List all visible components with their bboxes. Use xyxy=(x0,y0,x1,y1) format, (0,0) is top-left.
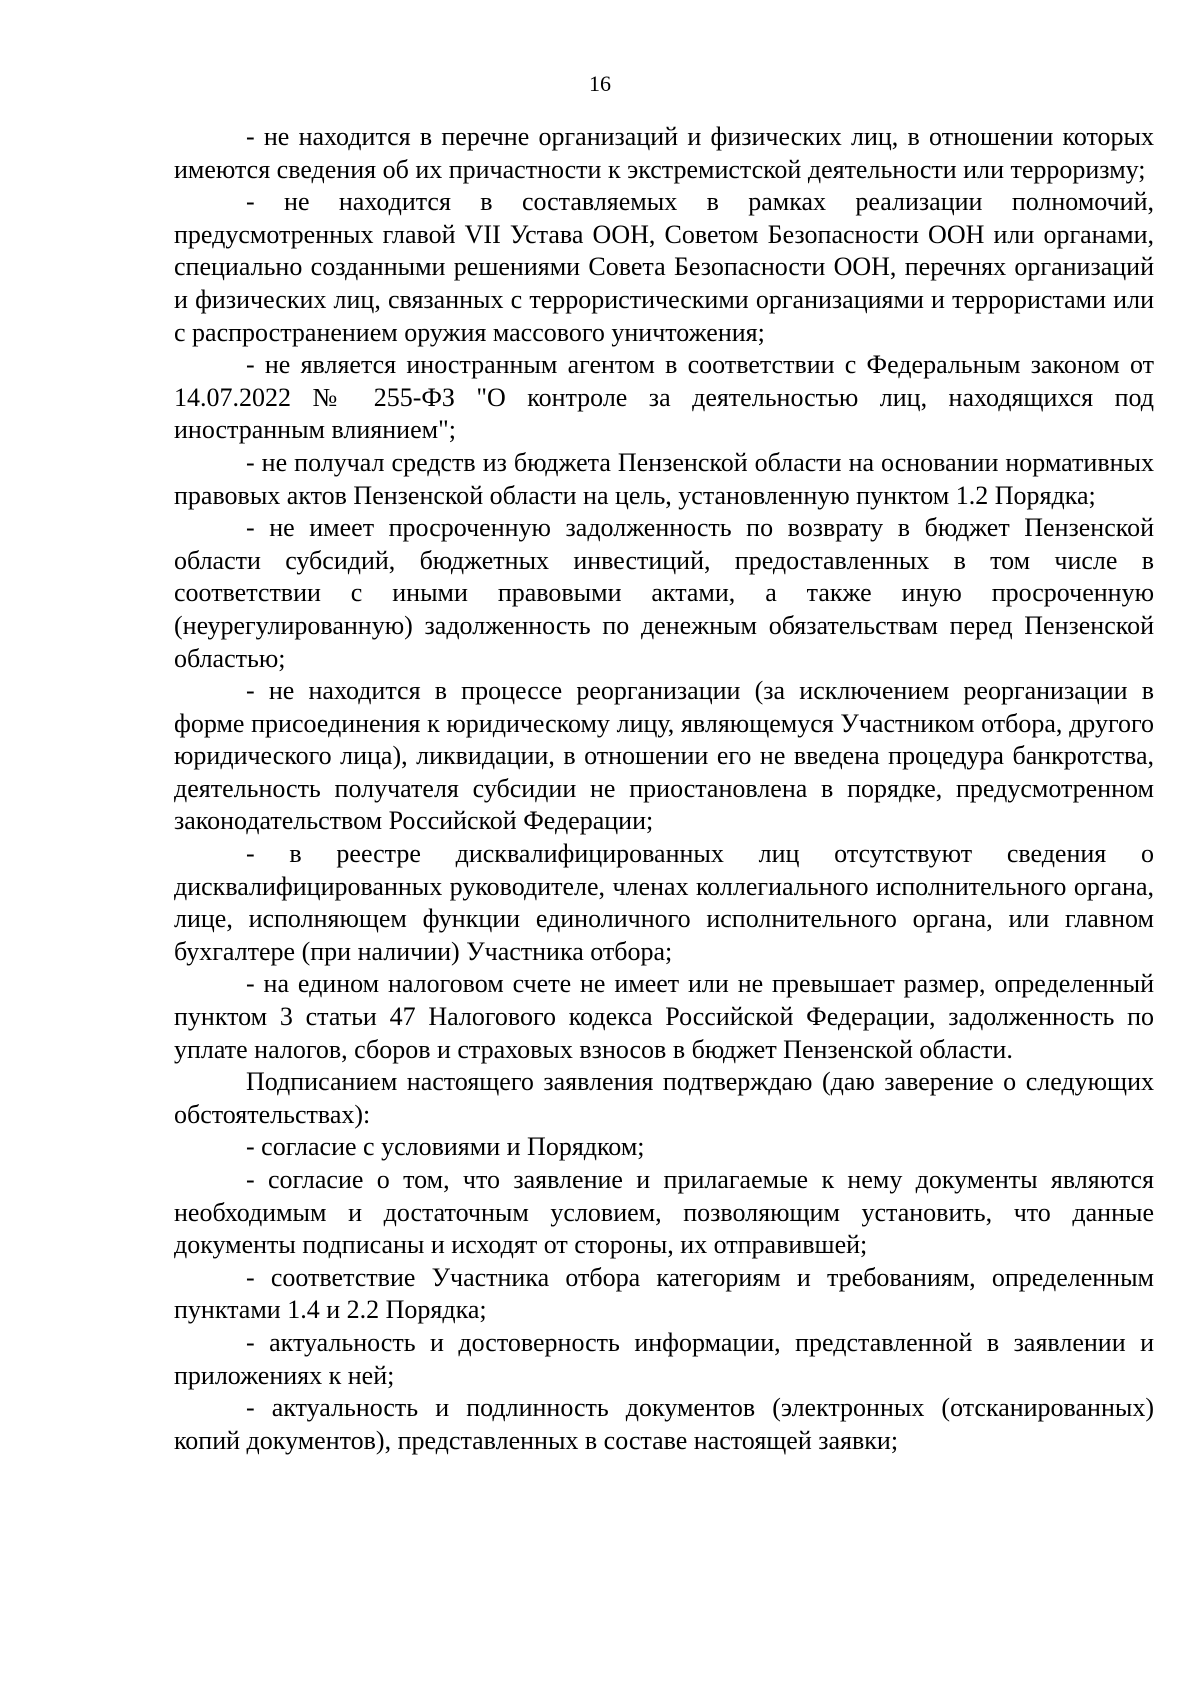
paragraph-not-in-un-lists: - не находится в составляемых в рамках реализации полномочий, предусмотренных главой VII Устава ООН, Советом Безопасности ООН или органами, специально созданными решениями Совета Безопасности ООН, перечнях организаций и физических лиц, связанных с террористическими организациями и террористами или с распространением оружия массового уничтожения; xyxy=(174,187,1154,347)
paragraph-documents-authenticity: - актуальность и подлинность документов (электронных (отсканированных) копий документов), представленных в составе настоящей заявки; xyxy=(174,1393,1154,1455)
paragraph-category-compliance: - соответствие Участника отбора категориям и требованиям, определенным пунктами 1.4 и 2.2 Порядка; xyxy=(174,1262,1154,1325)
paragraph-no-reorganization: - не находится в процессе реорганизации (за исключением реорганизации в форме присоединения к юридическому лицу, являющемуся Участником отбора, другого юридического лица), ликвидации, в отношении его не введена процедура банкротства, деятельность получателя субсидии не приостановлена в порядке, предусмотренном законодательством Российской Федерации; xyxy=(174,676,1154,836)
paragraph-not-in-extremism-list: - не находится в перечне организаций и физических лиц, в отношении которых имеются сведения об их причастности к экстремистской деятельности или терроризму; xyxy=(174,122,1154,184)
paragraph-no-overdue-debt: - не имеет просроченную задолженность по возврату в бюджет Пензенской области субсидий, бюджетных инвестиций, предоставленных в том числе в соответствии с иными правовыми актами, а также иную просроченную (неурегулированную) задолженность по денежным обязательствам перед Пензенской областью; xyxy=(174,513,1154,673)
paragraph-agreement-conditions: - согласие с условиями и Порядком; xyxy=(246,1132,645,1162)
page-number: 16 xyxy=(589,71,611,96)
paragraph-agreement-documents: - согласие о том, что заявление и прилагаемые к нему документы являются необходимым и достаточным условием, позволяющим установить, что данные документы подписаны и исходят от стороны, их отправившей; xyxy=(174,1165,1154,1260)
page-number-row xyxy=(0,71,1200,97)
paragraph-no-disqualified-persons: - в реестре дисквалифицированных лиц отсутствуют сведения о дисквалифицированных руководителе, членах коллегиального исполнительного органа, лице, исполняющем функции единоличного исполнительного органа, или главном бухгалтере (при наличии) Участника отбора; xyxy=(174,839,1154,966)
paragraph-information-accuracy: - актуальность и достоверность информации, представленной в заявлении и приложениях к ней; xyxy=(174,1327,1154,1390)
paragraph-not-foreign-agent: - не является иностранным агентом в соответствии с Федеральным законом от 14.07.2022 № 255-ФЗ "О контроле за деятельностью лиц, находящихся под иностранным влиянием"; xyxy=(174,350,1154,445)
paragraph-tax-debt: - на едином налоговом счете не имеет или не превышает размер, определенный пунктом 3 статьи 47 Налогового кодекса Российской Федерации, задолженность по уплате налогов, сборов и страховых взносов в бюджет Пензенской области. xyxy=(174,969,1154,1064)
paragraph-no-budget-funds: - не получал средств из бюджета Пензенской области на основании нормативных правовых актов Пензенской области на цель, установленную пунктом 1.2 Порядка; xyxy=(174,447,1154,510)
paragraph-signing-confirmation: Подписанием настоящего заявления подтверждаю (даю заверение о следующих обстоятельствах): xyxy=(174,1067,1154,1129)
document-body xyxy=(174,121,1154,1457)
